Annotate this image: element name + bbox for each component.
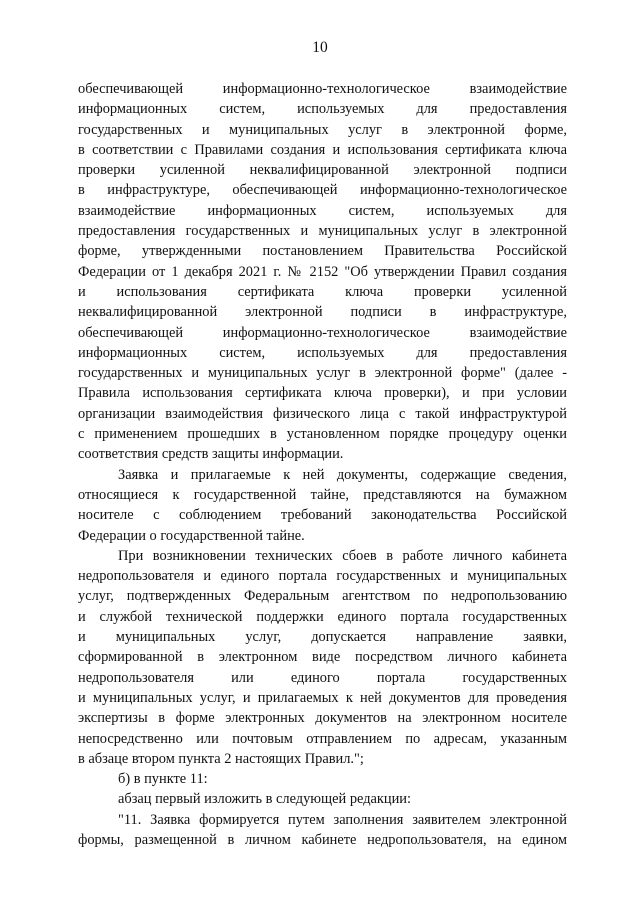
paragraph [78, 546, 567, 769]
text-line: и муниципальных услуг, допускается направление заявки, [78, 629, 567, 646]
text-line: организации взаимодействия физического лица с такой инфраструктурой [78, 405, 567, 422]
paragraph [78, 465, 567, 546]
text-line: соответствия средств защиты информации. [78, 446, 344, 463]
text-line: непосредственно или почтовым отправлением по адресам, указанным [78, 730, 567, 747]
text-line: услуг, подтвержденных Федеральным агентством по недропользованию [78, 588, 567, 605]
paragraph [78, 789, 567, 809]
text-line: экспертизы в форме электронных документов на электронном носителе [78, 710, 567, 727]
text-line: обеспечивающей информационно-технологическое взаимодействие [78, 81, 567, 97]
paragraph [78, 79, 567, 465]
text-line: носителе с соблюдением требований законодательства Российской [78, 507, 567, 524]
text-line: с применением прошедших в установленном порядке процедуру оценки [78, 426, 567, 443]
text-line: относящиеся к государственной тайне, представляются на бумажном [78, 486, 567, 503]
text-line: недропользователя и единого портала государственных и муниципальных [78, 568, 567, 585]
text-line: государственных и муниципальных услуг в электронной форме" (далее - [78, 365, 567, 382]
text-line: обеспечивающей информационно-технологическое взаимодействие [78, 324, 567, 341]
text-line: "11. Заявка формируется путем заполнения заявителем электронной [118, 811, 567, 828]
text-line: в абзаце втором пункта 2 настоящих Правил."; [78, 750, 364, 767]
text-line: и службой технической поддержки единого портала государственных [78, 608, 567, 625]
text-line: в соответствии с Правилами создания и использования сертификата ключа [78, 141, 567, 158]
text-line: Федерации от 1 декабря 2021 г. № 2152 "Об утверждении Правил создания [78, 263, 567, 280]
document-body [78, 79, 567, 850]
text-line: предоставления государственных и муниципальных услуг в электронной [78, 223, 567, 240]
paragraph [78, 769, 567, 789]
page-number: 10 [312, 39, 328, 56]
text-line: и использования сертификата ключа проверки усиленной [78, 283, 567, 300]
text-line: формы, размещенной в личном кабинете недропользователя, на едином [78, 831, 567, 848]
text-line: государственных и муниципальных услуг в электронной форме, [78, 121, 567, 138]
text-line: сформированной в электронном виде посредством личного кабинета [78, 649, 567, 666]
text-line: и муниципальных услуг, и прилагаемых к ней документов для проведения [78, 689, 567, 706]
text-line: информационных систем, используемых для предоставления [78, 344, 567, 361]
text-line: в инфраструктуре, обеспечивающей информационно-технологическое [78, 182, 567, 199]
text-line: взаимодействие информационных систем, используемых для [78, 202, 567, 219]
text-line: Заявка и прилагаемые к ней документы, содержащие сведения, [118, 466, 567, 483]
text-line: проверки усиленной неквалифицированной электронной подписи [78, 162, 567, 179]
text-line: абзац первый изложить в следующей редакции: [118, 791, 412, 808]
text-line: форме, утвержденными постановлением Правительства Российской [78, 243, 567, 260]
text-line: информационных систем, используемых для предоставления [78, 101, 567, 118]
text-line: недропользователя или единого портала государственных [78, 669, 567, 686]
text-line: При возникновении технических сбоев в работе личного кабинета [118, 547, 567, 564]
text-line: б) в пункте 11: [118, 771, 208, 788]
text-line: неквалифицированной электронной подписи в инфраструктуре, [78, 304, 567, 321]
text-line: Федерации о государственной тайне. [78, 527, 305, 544]
text-line: Правила использования сертификата ключа проверки), и при условии [78, 385, 567, 402]
paragraph [78, 810, 567, 851]
